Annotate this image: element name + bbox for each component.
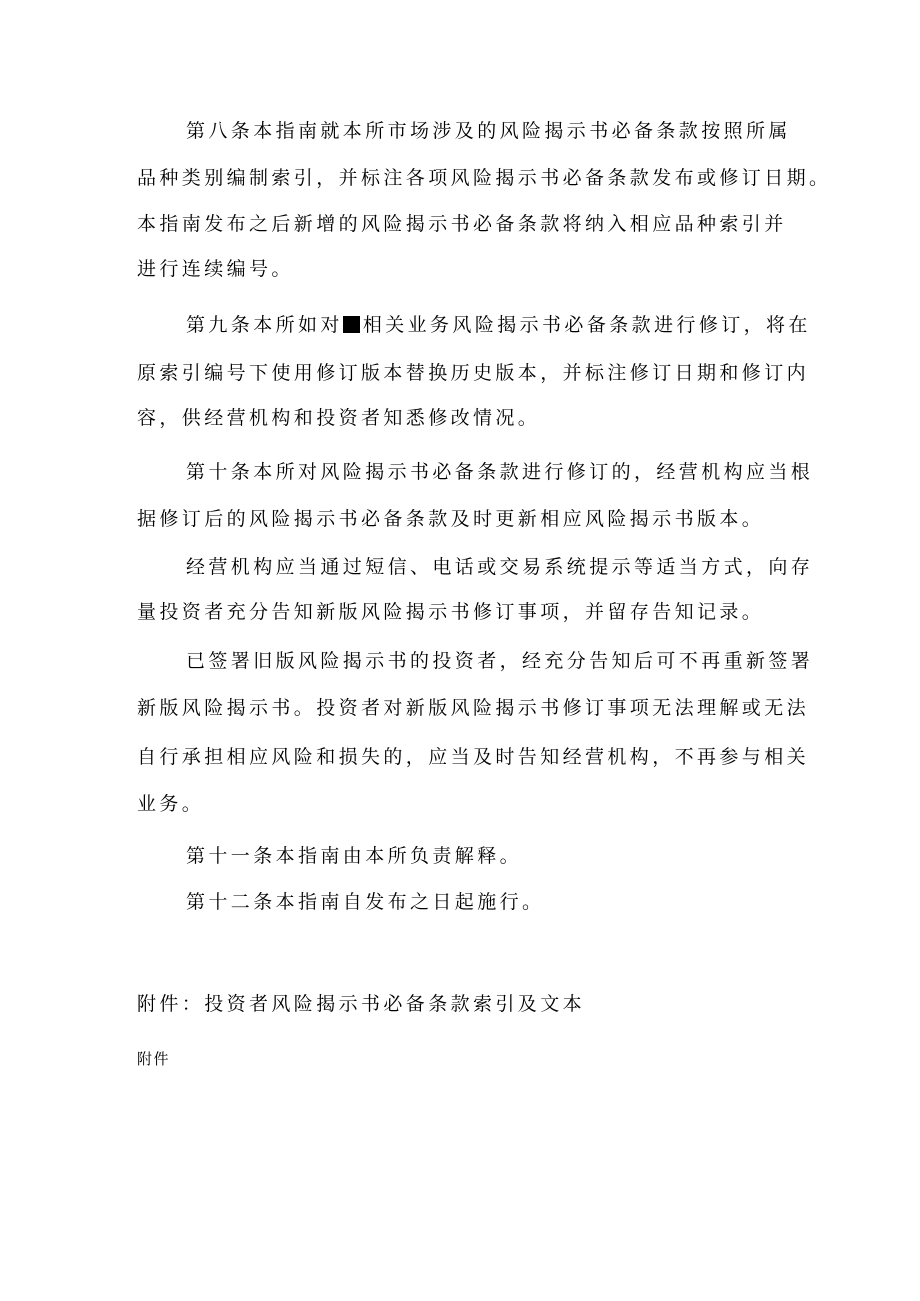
article-12: 第十二条本指南自发布之日起施行。 (186, 891, 545, 913)
signed-paragraph-line-3: 自行承担相应风险和损失的，应当及时告知经营机构，不再参与相关 (137, 746, 810, 768)
article-9-line-1-start: 第九条本所如对 (186, 314, 343, 336)
signed-paragraph-line-4: 业务。 (137, 793, 205, 815)
article-9-line-2: 原索引编号下使用修订版本替换历史版本，并标注修订日期和修订内 (137, 362, 810, 384)
article-9-line-1 (186, 313, 811, 337)
article-9-line-1-end: 相关业务风险揭示书必备条款进行修订，将在 (362, 314, 811, 336)
article-9-line-3: 容，供经营机构和投资者知悉修改情况。 (137, 407, 541, 429)
article-8-line-2: 品种类别编制索引，并标注各项风险揭示书必备条款发布或修订日期。 (137, 167, 832, 189)
notify-paragraph-line-2: 量投资者充分告知新版风险揭示书修订事项，并留存告知记录。 (137, 601, 765, 623)
notify-paragraph-line-1: 经营机构应当通过短信、电话或交易系统提示等适当方式，向存 (186, 556, 814, 578)
article-10-line-2: 据修订后的风险揭示书必备条款及时更新相应风险揭示书版本。 (137, 508, 765, 530)
article-8-line-3: 本指南发布之后新增的风险揭示书必备条款将纳入相应品种索引并 (137, 213, 787, 235)
redaction-block (343, 316, 360, 333)
signed-paragraph-line-2: 新版风险揭示书。投资者对新版风险揭示书修订事项无法理解或无法 (137, 697, 810, 719)
article-11: 第十一条本指南由本所负责解释。 (186, 845, 523, 867)
article-10-line-1: 第十条本所对风险揭示书必备条款进行修订的，经营机构应当根 (186, 461, 814, 483)
attachment-label: 附件 (137, 1050, 171, 1068)
article-8-line-1: 第八条本指南就本所市场涉及的风险揭示书必备条款按照所属 (186, 120, 791, 142)
signed-paragraph-line-1: 已签署旧版风险揭示书的投资者，经充分告知后可不再重新签署 (186, 650, 814, 672)
attachment-reference: 附件：投资者风险揭示书必备条款索引及文本 (137, 993, 586, 1015)
article-8-line-4: 进行连续编号。 (137, 258, 294, 280)
